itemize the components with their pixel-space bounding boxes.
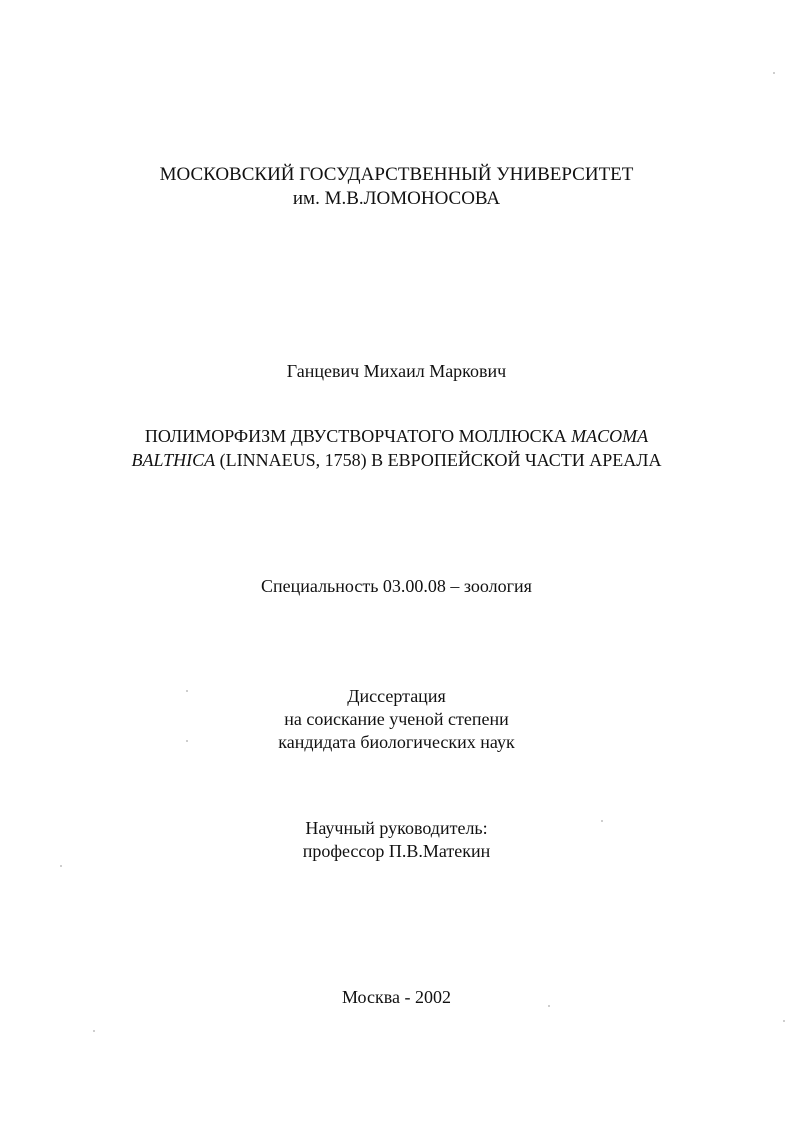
degree-purpose: на соискание ученой степени [284, 709, 509, 729]
scan-speck [186, 690, 188, 692]
scan-speck [186, 740, 188, 742]
place-and-year: Москва - 2002 [342, 987, 451, 1007]
supervisor-label: Научный руководитель: [305, 818, 488, 838]
scan-speck [783, 1020, 785, 1022]
thesis-title-line-2 [0, 448, 793, 472]
author-name: Ганцевич Михаил Маркович [286, 361, 507, 381]
thesis-title-species: BALTHICA [131, 450, 216, 470]
degree-type: Диссертация [347, 686, 446, 706]
scan-speck [60, 865, 62, 867]
university-subtitle: им. М.В.ЛОМОНОСОВА [292, 188, 501, 209]
degree-field: кандидата биологических наук [278, 732, 515, 752]
scan-speck [93, 1030, 95, 1032]
thesis-title-line-1 [0, 424, 793, 448]
specialty: Специальность 03.00.08 – зоология [261, 576, 532, 596]
scan-speck [601, 820, 603, 822]
thesis-title-prefix: ПОЛИМОРФИЗМ ДВУСТВОРЧАТОГО МОЛЛЮСКА [144, 426, 567, 446]
supervisor-name: профессор П.В.Матекин [302, 841, 491, 861]
scan-speck [548, 1005, 550, 1007]
university-name: МОСКОВСКИЙ ГОСУДАРСТВЕННЫЙ УНИВЕРСИТЕТ [159, 164, 634, 185]
thesis-title-genus: MACOMA [571, 426, 649, 446]
thesis-title-suffix: (LINNAEUS, 1758) В ЕВРОПЕЙСКОЙ ЧАСТИ АРЕАЛА [219, 450, 662, 470]
scan-speck [773, 72, 775, 74]
